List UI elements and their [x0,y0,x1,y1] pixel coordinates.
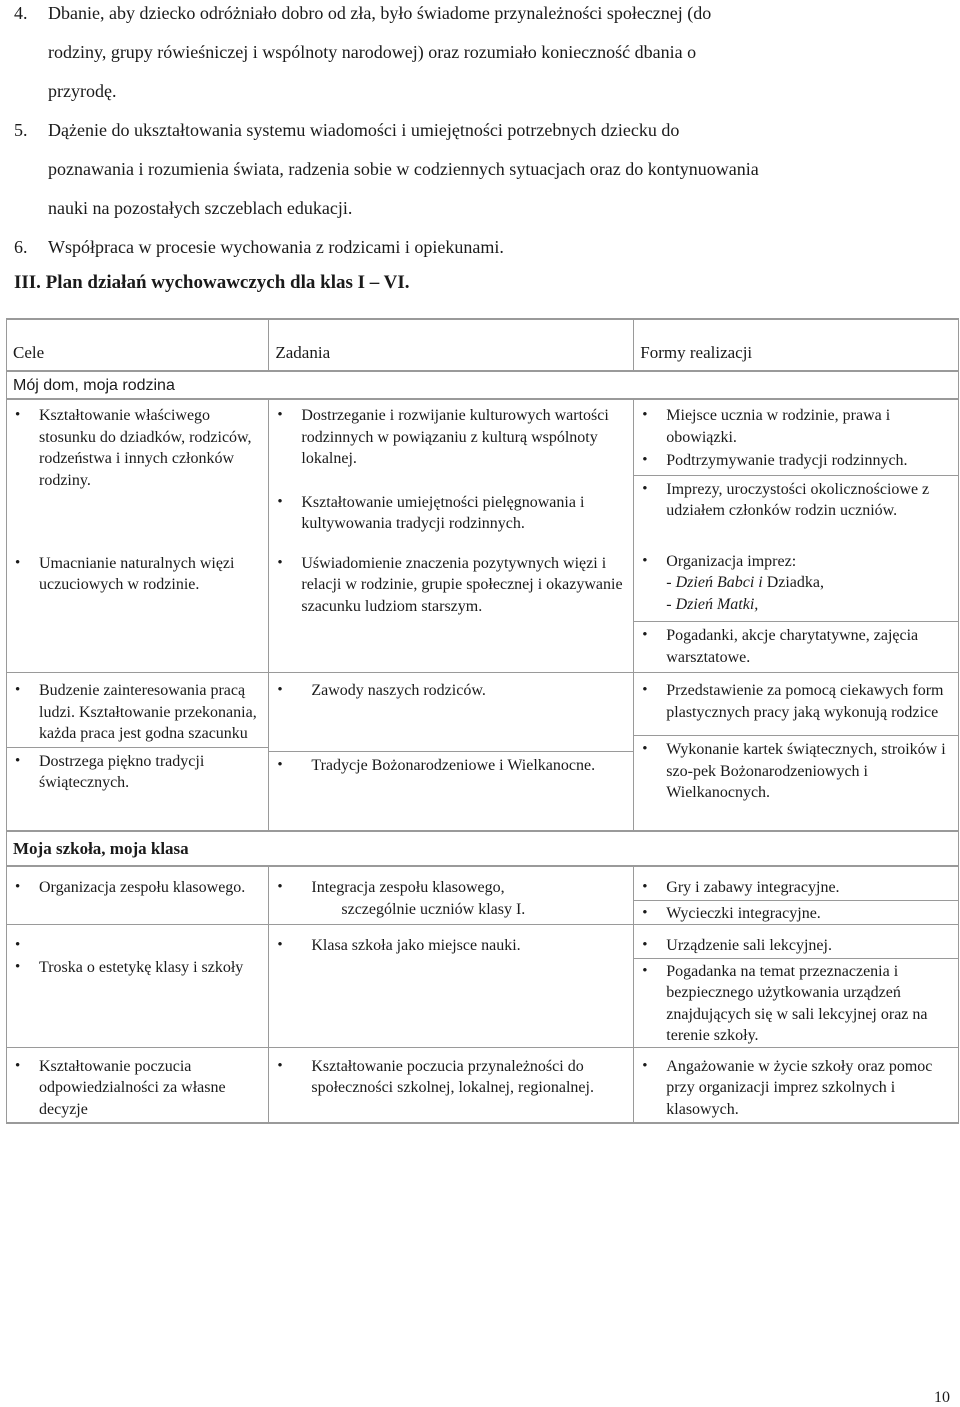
cell-divider [634,958,958,959]
table-row [7,925,959,1048]
zadanie-item: • Uświadomienie znaczenia pozytywnych więzi i relacji w rodzinie, grupie społecznej i okazywanie szacunku ludziom starszym. [275,553,627,618]
cel-cell [7,547,269,673]
cel-item: • Kształtowanie poczucia odpowiedzialności za własne decyzje [13,1056,262,1121]
formy-cell [634,547,959,673]
forma-item: • Przedstawienie za pomocą ciekawych form plastycznych pracy jaką wykonują rodzice [640,680,952,723]
zadania-cell [269,1047,634,1123]
cel-item: • Umacnianie naturalnych więzi uczuciowych w rodzinie. [13,553,262,596]
forma-dash: - [666,595,676,613]
zadania-cell [269,547,634,673]
zadanie-item: • Kształtowanie umiejętności pielęgnowania i kultywowania tradycji rodzinnych. [275,492,627,535]
table-row [7,399,959,547]
table-row [7,673,959,831]
forma-item: • Angażowanie w życie szkoły oraz pomoc przy organizacji imprez szkolnych i klasowych. [640,1056,952,1121]
zadanie-item: • Dostrzeganie i rozwijanie kulturowych wartości rodzinnych w powiązaniu z kulturą wspólnoty lokalnej. [275,405,627,470]
plan-table [6,318,959,1124]
forma-item: • Wykonanie kartek świątecznych, stroików i szo-pek Bożonarodzeniowych i Wielkanocnych. [640,739,952,804]
cel-cell [7,925,269,1048]
item-5-line-3: nauki na pozostałych szczeblach edukacji. [48,198,353,218]
forma-item: • Urządzenie sali lekcyjnej. [640,935,952,957]
item-5-line-2: poznawania i rozumienia świata, radzenia sobie w codziennych sytuacjach oraz do kontynuowania [48,159,759,179]
cel-item: • Troska o estetykę klasy i szkoły [13,957,262,979]
forma-item: • Pogadanki, akcje charytatywne, zajęcia warsztatowe. [640,625,952,668]
zadanie-text: szczególnie uczniów klasy I. [341,900,526,918]
cell-divider [634,621,958,622]
forma-italic: Dzień Babci i [675,574,763,591]
formy-cell [634,399,959,547]
forma-item: • Pogadanka na temat przeznaczenia i bezpiecznego użytkowania urządzeń znajdujących się w sali lekcyjnej oraz na terenie szkoły. [640,961,952,1047]
item-6-text: Współpraca w procesie wychowania z rodzicami i opiekunami. [48,237,504,257]
item-4 [14,0,954,111]
zadanie-item: • Tradycje Bożonarodzeniowe i Wielkanocne. [275,755,627,777]
cel-item: • Organizacja zespołu klasowego. [13,877,262,899]
forma-item: • Gry i zabawy integracyjne. [640,877,952,899]
forma-item: • Podtrzymywanie tradycji rodzinnych. [640,450,952,472]
item-6-number: 6. [14,237,28,257]
zadanie-item: • Kształtowanie poczucia przynależności do społeczności szkolnej, lokalnej, regionalnej. [275,1056,627,1099]
forma-item: • Imprezy, uroczystości okolicznościowe z udziałem członków rodzin uczniów. [640,479,952,522]
cell-divider [634,735,958,736]
zadania-cell [269,399,634,547]
zadania-cell [269,673,634,831]
section-row-dom [7,371,959,400]
forma-dash: - [666,574,676,591]
section-label-dom: Mój dom, moja rodzina [7,371,634,400]
section-label-szkola: Moja szkoła, moja klasa [7,831,959,867]
zadanie-text: Integracja zespołu klasowego, [311,879,505,896]
zadanie-item: • Klasa szkoła jako miejsce nauki. [275,935,627,957]
cel-cell [7,1047,269,1123]
table-row [7,547,959,673]
item-6 [14,228,954,267]
zadanie-item [275,877,627,920]
item-4-number: 4. [14,3,28,23]
formy-cell [634,1047,959,1123]
cell-divider [634,900,958,901]
forma-sub [666,596,758,613]
zadania-cell [269,925,634,1048]
forma-italic: Dzień Matki, [675,595,759,613]
cel-item: • Dostrzega piękno tradycji świątecznych. [13,751,262,794]
section-heading: III. Plan działań wychowawczych dla klas I – VI. [14,272,410,293]
cel-cell [7,866,269,925]
cell-divider [7,747,268,748]
formy-cell [634,925,959,1048]
forma-item: • Miejsce ucznia w rodzinie, prawa i obowiązki. [640,405,952,450]
formy-cell [634,673,959,831]
table-row [7,866,959,925]
item-4-line-3: przyrodę. [48,81,117,101]
header-zadania: Zadania [269,319,634,371]
section-row-szkola [7,831,959,867]
cell-divider [269,751,633,752]
table-header-row [7,319,959,371]
cel-cell [7,673,269,831]
item-4-line-2: rodziny, grupy rówieśniczej i wspólnoty narodowej) oraz rozumiało konieczność dbania o [48,42,697,62]
zadanie-item: • Zawody naszych rodziców. [275,680,627,702]
cell-divider [634,475,958,476]
forma-item: • Wycieczki integracyjne. [640,903,952,925]
header-formy: Formy realizacji [634,319,959,371]
forma-item [640,551,952,616]
header-cele: Cele [7,319,269,371]
formy-cell [634,866,959,925]
forma-sub [666,574,824,591]
item-5 [14,111,954,228]
zadania-cell [269,866,634,925]
cel-item: • Budzenie zainteresowania pracą ludzi. Kształtowanie przekonania, każda praca jest godna szacunku [13,680,262,745]
item-5-number: 5. [14,120,28,140]
item-4-line-1: Dbanie, aby dziecko odróżniało dobro od zła, było świadome przynależności społecznej (do [48,3,712,23]
section-empty-cell [634,371,959,400]
forma-text: Organizacja imprez: [666,552,797,570]
forma-text: Dziadka, [762,574,825,591]
cel-empty-bullet [13,935,262,957]
cel-item: • Kształtowanie właściwego stosunku do dziadków, rodziców, rodzeństwa i innych członków rodziny. [13,405,262,491]
cel-cell [7,399,269,547]
item-5-line-1: Dążenie do ukształtowania systemu wiadomości i umiejętności potrzebnych dziecku do [48,120,680,140]
table-row [7,1047,959,1123]
page-number: 10 [934,1389,950,1406]
